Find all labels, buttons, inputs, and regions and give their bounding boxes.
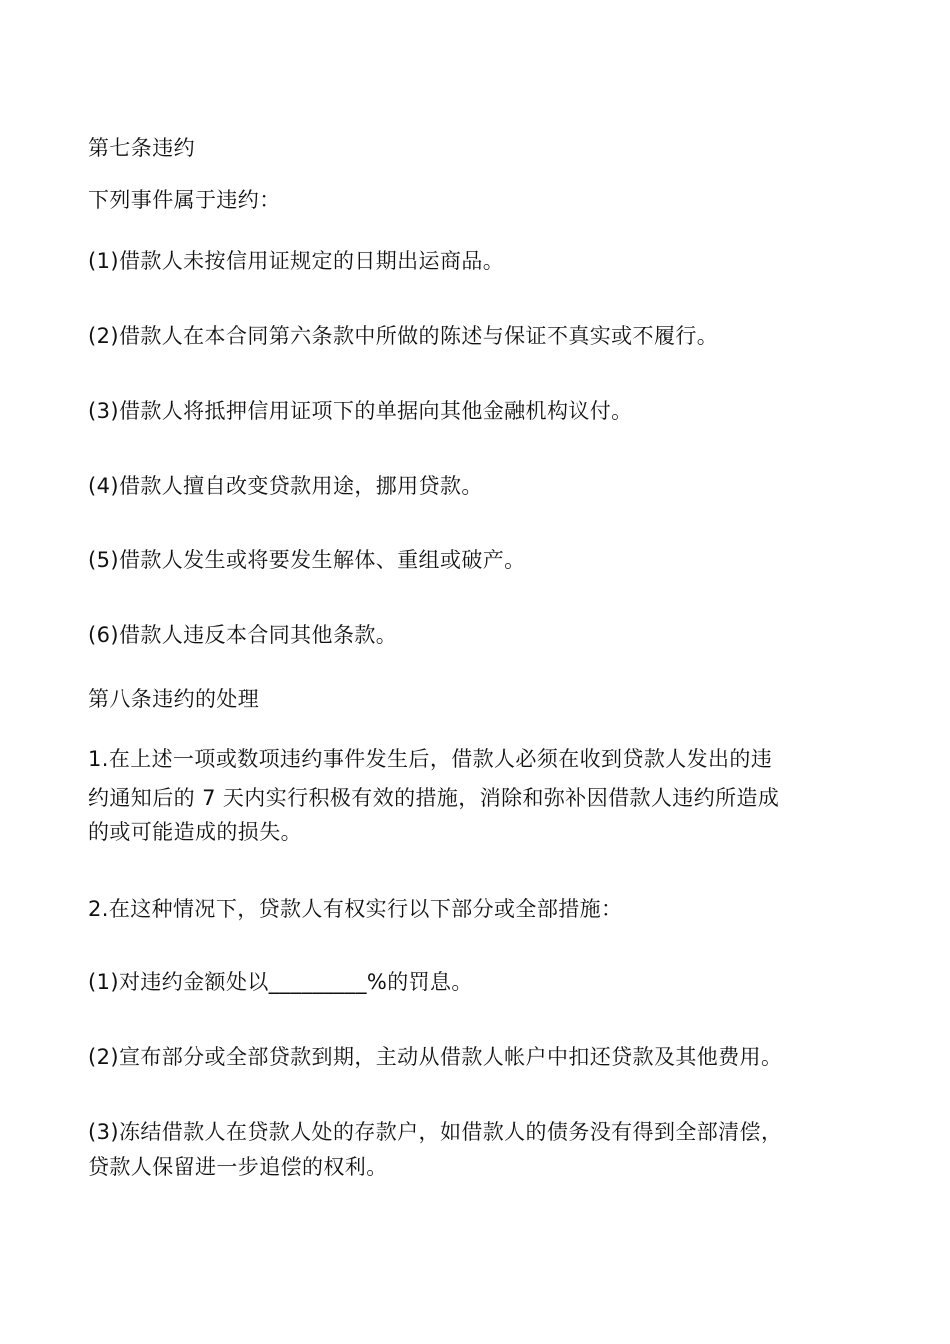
- article-7-item-6: (6)借款人违反本合同其他条款。: [88, 623, 398, 647]
- article-8-paragraph-2: 2.在这种情况下，贷款人有权实行以下部分或全部措施：: [88, 897, 623, 921]
- paragraph-line: (3)冻结借款人在贷款人处的存款户，如借款人的债务没有得到全部清偿，: [88, 1120, 783, 1144]
- paragraph-line: 贷款人保留进一步追偿的权利。: [88, 1155, 388, 1179]
- article-7-item-3: (3)借款人将抵押信用证项下的单据向其他金融机构议付。: [88, 399, 633, 423]
- article-7-item-1: (1)借款人未按信用证规定的日期出运商品。: [88, 249, 505, 273]
- article-8-item-1: (1)对违约金额处以_________%的罚息。: [88, 970, 473, 994]
- article-8-item-2: (2)宣布部分或全部贷款到期，主动从借款人帐户中扣还贷款及其他费用。: [88, 1045, 783, 1069]
- article-8-item-3: [88, 1118, 878, 1181]
- article-7-item-4: (4)借款人擅自改变贷款用途，挪用贷款。: [88, 474, 483, 498]
- paragraph-line: 的或可能造成的损失。: [88, 820, 302, 844]
- article-8-heading: 第八条违约的处理: [88, 687, 260, 711]
- paragraph-line: 1.在上述一项或数项违约事件发生后，借款人必须在收到贷款人发出的违: [88, 747, 773, 771]
- article-7-intro: 下列事件属于违约：: [88, 188, 281, 212]
- article-8-paragraph-1: [88, 745, 878, 846]
- paragraph-line: 约通知后的 7 天内实行积极有效的措施，消除和弥补因借款人违约所造成: [88, 786, 780, 810]
- article-7-heading: 第七条违约: [88, 136, 195, 160]
- article-7-item-5: (5)借款人发生或将要发生解体、重组或破产。: [88, 548, 526, 572]
- article-7-item-2: (2)借款人在本合同第六条款中所做的陈述与保证不真实或不履行。: [88, 324, 719, 348]
